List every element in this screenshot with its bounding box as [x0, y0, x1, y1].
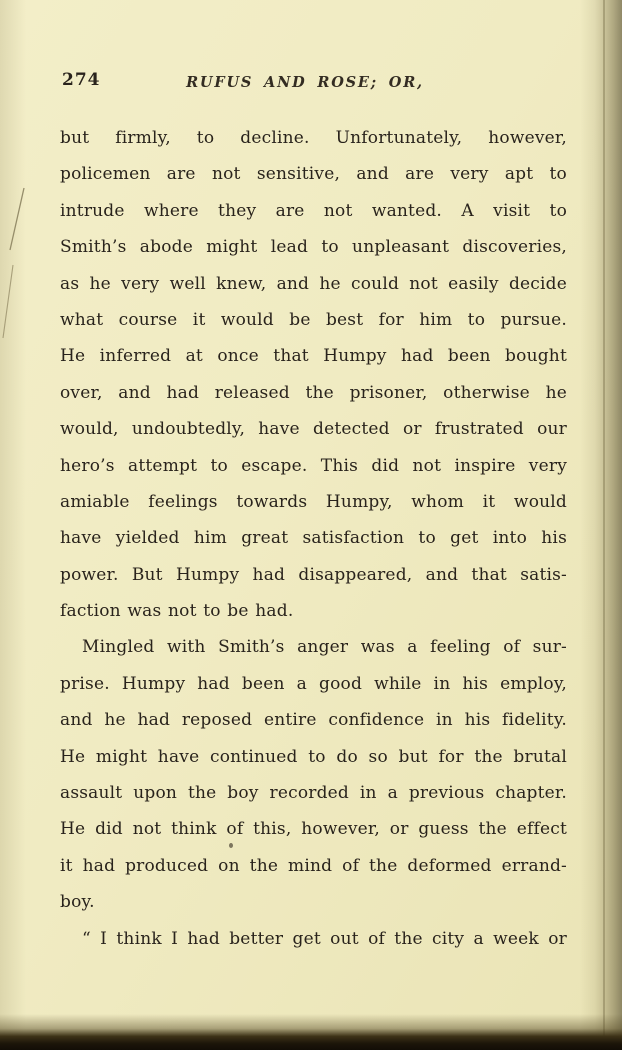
text-line: prise. Humpy had been a good while in his employ, [60, 673, 567, 694]
text-line: “ I think I had better get out of the city a week or [82, 928, 567, 949]
text-line: have yielded him great satisfaction to get into his [60, 528, 567, 549]
text-line: faction was not to be had. [60, 601, 294, 622]
right-edge-line [603, 0, 605, 1050]
text-line: as he very well knew, and he could not easily decide [60, 273, 567, 294]
text-line: and he had reposed entire confidence in his fidelity. [60, 710, 567, 731]
text-line: Mingled with Smith’s anger was a feeling of sur- [82, 637, 567, 658]
text-line: but firmly, to decline. Unfortunately, however, [60, 128, 567, 148]
text-line: He inferred at once that Humpy had been bought [60, 346, 567, 367]
bottom-page-edge [0, 1014, 622, 1050]
text-line: He did not think of this, however, or guess the effect [60, 819, 567, 840]
text-line: power. But Humpy had disappeared, and that satis- [60, 564, 567, 585]
text-line: hero’s attempt to escape. This did not inspire very [60, 455, 567, 476]
text-line: assault upon the boy recorded in a previous chapter. [60, 783, 567, 804]
text-line: policemen are not sensitive, and are very apt to [60, 164, 567, 185]
left-edge-shading [0, 0, 26, 1050]
text-line: He might have continued to do so but for the brutal [60, 746, 567, 767]
scan-scratch-marks [0, 170, 40, 360]
text-line: it had produced on the mind of the deformed errand- [60, 855, 567, 876]
text-line: amiable feelings towards Humpy, whom it would [60, 491, 567, 512]
page-number: 274 [62, 70, 101, 90]
text-line: Smith’s abode might lead to unpleasant discoveries, [60, 237, 567, 258]
running-title: RUFUS AND ROSE; OR, [186, 74, 424, 91]
text-line: would, undoubtedly, have detected or frustrated our [60, 419, 567, 440]
page-body [60, 120, 567, 957]
text-line: what course it would be best for him to pursue. [60, 309, 567, 330]
right-page-edge [580, 0, 622, 1050]
text-line: boy. [60, 892, 95, 913]
text-line: over, and had released the prisoner, otherwise he [60, 382, 567, 403]
text-line: intrude where they are not wanted. A visit to [60, 200, 567, 221]
